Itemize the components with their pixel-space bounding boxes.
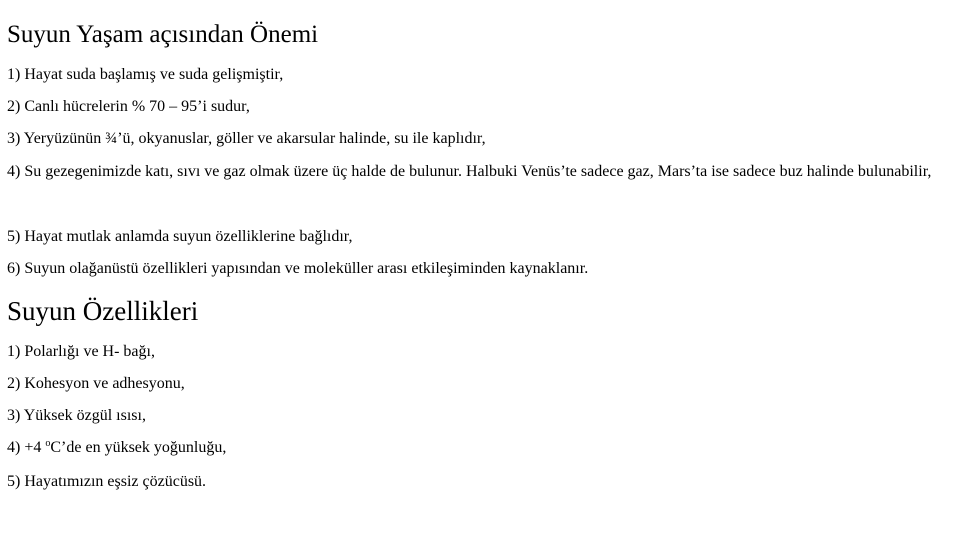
list-item: 4) Su gezegenimizde katı, sıvı ve gaz olmak üzere üç halde de bulunur. Halbuki Venüs’te sadece gaz, Mars’ta ise sadece buz halinde bulunabilir, — [7, 163, 932, 180]
list-item: 2) Kohesyon ve adhesyonu, — [7, 375, 185, 392]
list-item: 1) Polarlığı ve H- bağı, — [7, 343, 155, 360]
list-item: 5) Hayat mutlak anlamda suyun özelliklerine bağlıdır, — [7, 228, 353, 245]
list-item: 3) Yüksek özgül ısısı, — [7, 407, 146, 424]
list-item: 5) Hayatımızın eşsiz çözücüsü. — [7, 473, 207, 490]
section-title-water-properties: Suyun Özellikleri — [7, 296, 199, 326]
list-item: 3) Yeryüzünün ¾’ü, okyanuslar, göller ve akarsular halinde, su ile kaplıdır, — [7, 130, 486, 147]
list-item: 1) Hayat suda başlamış ve suda gelişmiştir, — [7, 66, 284, 83]
list-item: 2) Canlı hücrelerin % 70 – 95’i sudur, — [7, 98, 250, 115]
section-title-water-importance: Suyun Yaşam açısından Önemi — [7, 21, 319, 48]
list-item — [7, 438, 226, 458]
list-item-suffix: C’de en yüksek yoğunluğu, — [50, 439, 227, 456]
list-item-prefix: 4) +4 — [7, 439, 46, 456]
list-item: 6) Suyun olağanüstü özellikleri yapısından ve moleküller arası etkileşiminden kaynaklanır. — [7, 260, 589, 277]
degree-superscript: o — [45, 438, 51, 449]
